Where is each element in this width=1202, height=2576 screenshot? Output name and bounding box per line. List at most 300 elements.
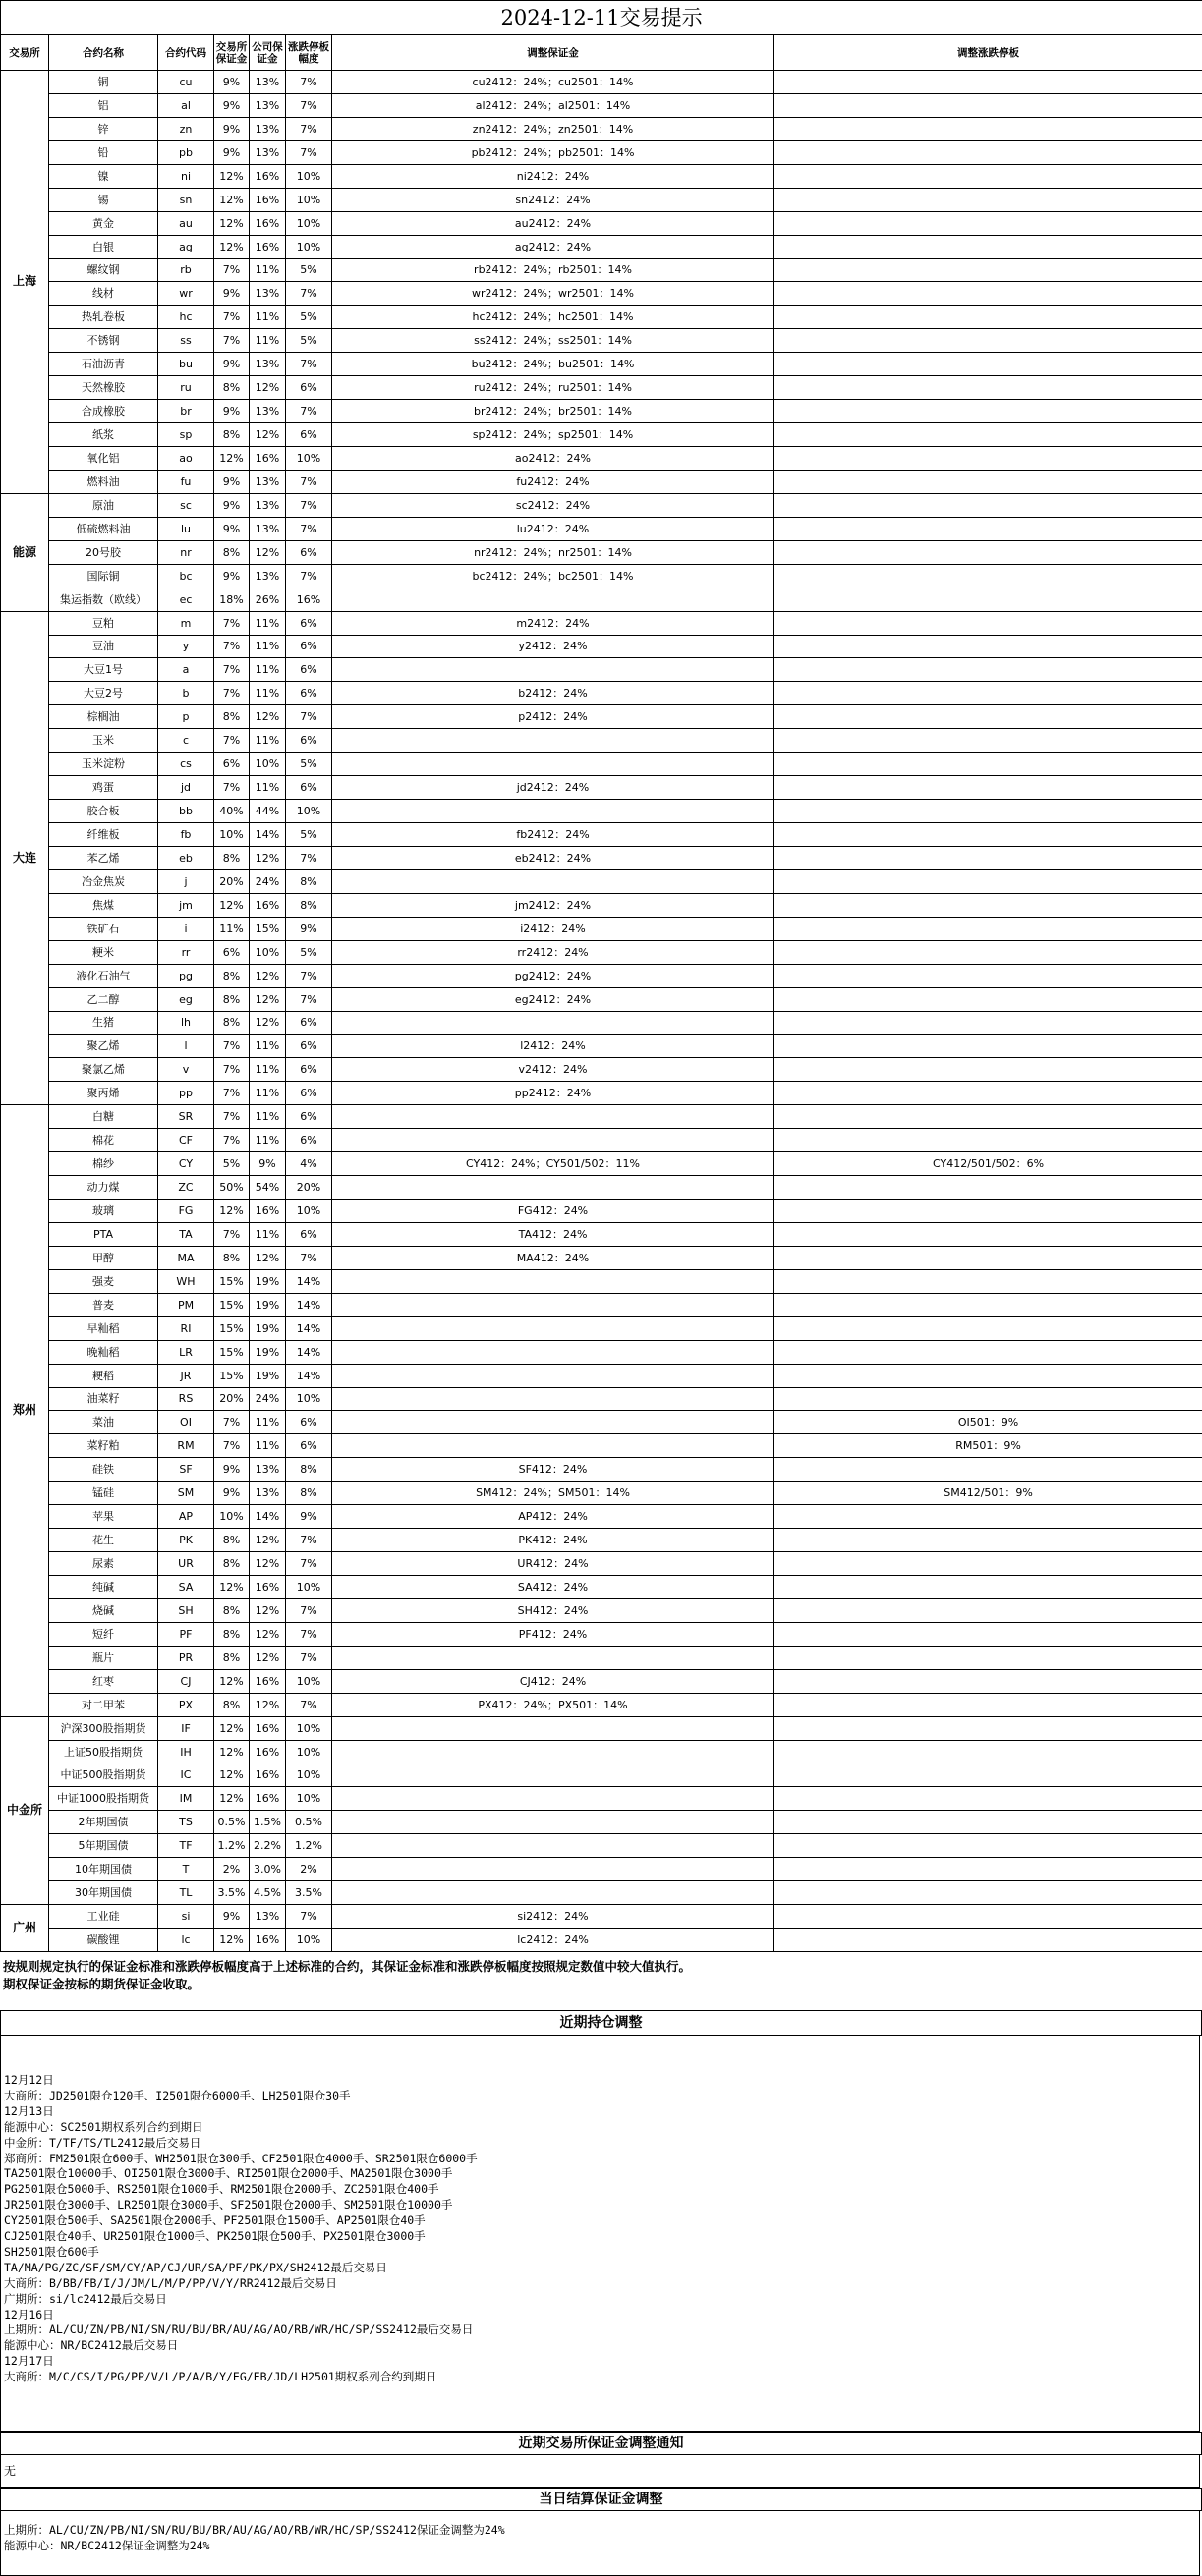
contract-code-cell: cs: [158, 753, 214, 776]
table-row: [1, 211, 1202, 235]
company-margin-cell: 16%: [250, 1716, 286, 1740]
limit-cell: 10%: [286, 1787, 332, 1811]
contract-code-cell: IC: [158, 1764, 214, 1787]
contract-name-cell: 铁矿石: [49, 917, 158, 940]
adjust-margin-cell: br2412：24%；br2501：14%: [332, 400, 774, 423]
contract-name-cell: 玉米: [49, 729, 158, 753]
contract-code-cell: T: [158, 1858, 214, 1881]
exchange-margin-cell: 9%: [214, 71, 250, 94]
contract-name-cell: 燃料油: [49, 470, 158, 493]
table-row: [1, 306, 1202, 329]
exchange-margin-cell: 7%: [214, 1058, 250, 1082]
adjust-margin-cell: [332, 1881, 774, 1905]
exchange-margin-cell: 12%: [214, 1669, 250, 1693]
adjust-limit-cell: RM501：9%: [774, 1434, 1202, 1458]
adjust-margin-cell: ag2412：24%: [332, 235, 774, 258]
company-margin-cell: 11%: [250, 1035, 286, 1058]
contract-name-cell: 烧碱: [49, 1598, 158, 1622]
exchange-margin-cell: 7%: [214, 329, 250, 353]
contract-code-cell: jm: [158, 893, 214, 917]
adjust-limit-cell: OI501：9%: [774, 1411, 1202, 1434]
limit-cell: 7%: [286, 1598, 332, 1622]
position-box: [0, 2035, 1200, 2432]
table-row: [1, 611, 1202, 635]
exchange-cell: 大连: [1, 611, 49, 1105]
contract-name-cell: 豆粕: [49, 611, 158, 635]
limit-cell: 6%: [286, 1411, 332, 1434]
contract-code-cell: FG: [158, 1200, 214, 1223]
table-row: [1, 823, 1202, 847]
limit-cell: 7%: [286, 71, 332, 94]
table-row: [1, 1458, 1202, 1482]
limit-cell: 6%: [286, 1434, 332, 1458]
adjust-limit-cell: [774, 729, 1202, 753]
contract-name-cell: 中证1000股指期货: [49, 1787, 158, 1811]
contract-code-cell: sn: [158, 188, 214, 211]
adjust-limit-cell: [774, 940, 1202, 964]
exchange-margin-cell: 9%: [214, 282, 250, 306]
company-margin-cell: 12%: [250, 1622, 286, 1646]
table-row: [1, 1598, 1202, 1622]
contract-code-cell: c: [158, 729, 214, 753]
adjust-limit-cell: [774, 1269, 1202, 1293]
company-margin-cell: 13%: [250, 1458, 286, 1482]
contract-name-cell: 线材: [49, 282, 158, 306]
limit-cell: 5%: [286, 258, 332, 282]
company-margin-cell: 3.0%: [250, 1858, 286, 1881]
limit-cell: 6%: [286, 1058, 332, 1082]
company-margin-cell: 13%: [250, 470, 286, 493]
contract-code-cell: PK: [158, 1529, 214, 1552]
position-line: TA2501限仓10000手、OI2501限仓3000手、RI2501限仓2000手、MA2501限仓3000手: [4, 2166, 453, 2181]
contract-code-cell: al: [158, 93, 214, 117]
adjust-margin-cell: wr2412：24%；wr2501：14%: [332, 282, 774, 306]
company-margin-cell: 16%: [250, 1576, 286, 1599]
adjust-margin-cell: [332, 869, 774, 893]
position-line: CJ2501限仓40手、UR2501限仓1000手、PK2501限仓500手、PX2501限仓3000手: [4, 2229, 426, 2243]
contract-code-cell: ZC: [158, 1176, 214, 1200]
adjust-margin-cell: [332, 1011, 774, 1035]
table-row: [1, 1269, 1202, 1293]
table-row: [1, 1858, 1202, 1881]
contract-code-cell: eg: [158, 987, 214, 1011]
company-margin-cell: 11%: [250, 1082, 286, 1105]
contract-name-cell: 鸡蛋: [49, 776, 158, 800]
contract-code-cell: l: [158, 1035, 214, 1058]
adjust-limit-cell: [774, 1387, 1202, 1411]
limit-cell: 7%: [286, 1552, 332, 1576]
limit-cell: 6%: [286, 658, 332, 682]
limit-cell: 6%: [286, 776, 332, 800]
exchange-margin-cell: 20%: [214, 869, 250, 893]
contract-code-cell: p: [158, 705, 214, 729]
company-margin-cell: 16%: [250, 1200, 286, 1223]
limit-cell: 10%: [286, 1387, 332, 1411]
table-row: [1, 353, 1202, 376]
contract-name-cell: 棉花: [49, 1129, 158, 1152]
company-margin-cell: 12%: [250, 1598, 286, 1622]
adjust-margin-cell: PK412：24%: [332, 1529, 774, 1552]
contract-name-cell: 菜籽粕: [49, 1434, 158, 1458]
adjust-margin-cell: eb2412：24%: [332, 846, 774, 869]
exchange-margin-cell: 12%: [214, 1929, 250, 1952]
exchange-margin-cell: 7%: [214, 729, 250, 753]
adjust-limit-cell: [774, 1200, 1202, 1223]
contract-name-cell: 甲醇: [49, 1246, 158, 1269]
limit-cell: 6%: [286, 423, 332, 447]
company-margin-cell: 2.2%: [250, 1834, 286, 1858]
company-margin-cell: 14%: [250, 1505, 286, 1529]
contract-name-cell: 白糖: [49, 1105, 158, 1129]
adjust-margin-cell: [332, 729, 774, 753]
exchange-margin-cell: 15%: [214, 1364, 250, 1387]
company-margin-cell: 9%: [250, 1152, 286, 1176]
contract-name-cell: 对二甲苯: [49, 1693, 158, 1716]
adjust-margin-cell: [332, 1434, 774, 1458]
contract-code-cell: eb: [158, 846, 214, 869]
table-row: [1, 376, 1202, 400]
adjust-margin-cell: [332, 800, 774, 823]
company-margin-cell: 11%: [250, 776, 286, 800]
adjust-limit-cell: [774, 1105, 1202, 1129]
contract-name-cell: 豆油: [49, 635, 158, 658]
adjust-margin-cell: sn2412：24%: [332, 188, 774, 211]
adjust-margin-cell: UR412：24%: [332, 1552, 774, 1576]
exchange-margin-cell: 11%: [214, 917, 250, 940]
contract-name-cell: 螺纹钢: [49, 258, 158, 282]
contract-name-cell: 上证50股指期货: [49, 1740, 158, 1764]
contract-code-cell: IF: [158, 1716, 214, 1740]
adjust-limit-cell: [774, 753, 1202, 776]
adjust-limit-cell: [774, 682, 1202, 705]
company-margin-cell: 16%: [250, 1929, 286, 1952]
contract-name-cell: 早籼稻: [49, 1316, 158, 1340]
limit-cell: 10%: [286, 1576, 332, 1599]
limit-cell: 6%: [286, 611, 332, 635]
note-2: 期权保证金按标的期货保证金收取。: [3, 1977, 200, 1991]
header-adjust-limit: 调整涨跌停板: [774, 35, 1202, 71]
contract-code-cell: TS: [158, 1811, 214, 1834]
adjust-margin-cell: [332, 658, 774, 682]
exchange-margin-cell: 8%: [214, 964, 250, 987]
table-row: [1, 1505, 1202, 1529]
adjust-margin-cell: ru2412：24%；ru2501：14%: [332, 376, 774, 400]
contract-name-cell: 纯碱: [49, 1576, 158, 1599]
company-margin-cell: 16%: [250, 1764, 286, 1787]
adjust-limit-cell: [774, 1716, 1202, 1740]
adjust-margin-cell: [332, 1764, 774, 1787]
exchange-margin-cell: 8%: [214, 1646, 250, 1669]
exchange-cell: 能源: [1, 493, 49, 611]
contract-code-cell: SA: [158, 1576, 214, 1599]
company-margin-cell: 11%: [250, 658, 286, 682]
exchange-margin-cell: 12%: [214, 1764, 250, 1787]
contract-code-cell: PM: [158, 1293, 214, 1316]
adjust-margin-cell: cu2412：24%；cu2501：14%: [332, 71, 774, 94]
contract-name-cell: 碳酸锂: [49, 1929, 158, 1952]
adjust-limit-cell: [774, 635, 1202, 658]
position-line: 郑商所：FM2501限仓600手、WH2501限仓300手、CF2501限仓4000手、SR2501限仓6000手: [4, 2151, 478, 2165]
table-row: [1, 1646, 1202, 1669]
table-row: [1, 1529, 1202, 1552]
limit-cell: 14%: [286, 1364, 332, 1387]
limit-cell: 6%: [286, 540, 332, 564]
table-row: [1, 1622, 1202, 1646]
contract-code-cell: lc: [158, 1929, 214, 1952]
contract-name-cell: 锰硅: [49, 1482, 158, 1505]
adjust-limit-cell: [774, 1740, 1202, 1764]
limit-cell: 10%: [286, 188, 332, 211]
table-row: [1, 1552, 1202, 1576]
table-row: [1, 1364, 1202, 1387]
limit-cell: 7%: [286, 517, 332, 540]
contract-name-cell: 石油沥青: [49, 353, 158, 376]
contract-name-cell: 乙二醇: [49, 987, 158, 1011]
contract-code-cell: UR: [158, 1552, 214, 1576]
company-margin-cell: 16%: [250, 1740, 286, 1764]
adjust-limit-cell: [774, 1552, 1202, 1576]
limit-cell: 10%: [286, 1716, 332, 1740]
contract-code-cell: CY: [158, 1152, 214, 1176]
contract-code-cell: hc: [158, 306, 214, 329]
table-row: [1, 1035, 1202, 1058]
adjust-limit-cell: [774, 258, 1202, 282]
limit-cell: 7%: [286, 1905, 332, 1929]
adjust-margin-cell: hc2412：24%；hc2501：14%: [332, 306, 774, 329]
adjust-margin-cell: m2412：24%: [332, 611, 774, 635]
contract-code-cell: SF: [158, 1458, 214, 1482]
adjust-limit-cell: [774, 1669, 1202, 1693]
exchange-margin-cell: 12%: [214, 1740, 250, 1764]
contract-code-cell: RS: [158, 1387, 214, 1411]
limit-cell: 10%: [286, 235, 332, 258]
adjust-margin-cell: [332, 1316, 774, 1340]
contract-name-cell: 5年期国债: [49, 1834, 158, 1858]
exchange-margin-cell: 7%: [214, 635, 250, 658]
contract-code-cell: v: [158, 1058, 214, 1082]
contract-code-cell: TL: [158, 1881, 214, 1905]
table-row: [1, 893, 1202, 917]
table-row: [1, 1576, 1202, 1599]
company-margin-cell: 13%: [250, 117, 286, 140]
contract-name-cell: 花生: [49, 1529, 158, 1552]
limit-cell: 8%: [286, 1482, 332, 1505]
contract-code-cell: rr: [158, 940, 214, 964]
company-margin-cell: 16%: [250, 164, 286, 188]
table-row: [1, 540, 1202, 564]
notice-section-title: 近期交易所保证金调整通知: [0, 2432, 1202, 2455]
limit-cell: 5%: [286, 940, 332, 964]
company-margin-cell: 13%: [250, 140, 286, 164]
contract-name-cell: 锌: [49, 117, 158, 140]
adjust-limit-cell: [774, 893, 1202, 917]
adjust-margin-cell: PX412：24%；PX501：14%: [332, 1693, 774, 1716]
table-row: [1, 869, 1202, 893]
limit-cell: 20%: [286, 1176, 332, 1200]
contract-code-cell: RM: [158, 1434, 214, 1458]
table-row: [1, 1411, 1202, 1434]
adjust-limit-cell: [774, 447, 1202, 471]
position-line: 能源中心：NR/BC2412最后交易日: [4, 2338, 179, 2353]
exchange-margin-cell: 7%: [214, 776, 250, 800]
table-row: [1, 729, 1202, 753]
company-margin-cell: 12%: [250, 1552, 286, 1576]
company-margin-cell: 12%: [250, 1693, 286, 1716]
limit-cell: 0.5%: [286, 1811, 332, 1834]
contract-name-cell: 国际铜: [49, 564, 158, 588]
table-row: [1, 71, 1202, 94]
table-row: [1, 1764, 1202, 1787]
contract-name-cell: 苯乙烯: [49, 846, 158, 869]
adjust-margin-cell: ao2412：24%: [332, 447, 774, 471]
contract-name-cell: 晚籼稻: [49, 1340, 158, 1364]
adjust-limit-cell: [774, 400, 1202, 423]
contract-name-cell: 中证500股指期货: [49, 1764, 158, 1787]
exchange-margin-cell: 12%: [214, 164, 250, 188]
contract-code-cell: ni: [158, 164, 214, 188]
contract-code-cell: au: [158, 211, 214, 235]
adjust-margin-cell: CY412：24%；CY501/502：11%: [332, 1152, 774, 1176]
contract-code-cell: pp: [158, 1082, 214, 1105]
table-row: [1, 1905, 1202, 1929]
contract-code-cell: fb: [158, 823, 214, 847]
adjust-limit-cell: [774, 1129, 1202, 1152]
table-row: [1, 1434, 1202, 1458]
company-margin-cell: 12%: [250, 423, 286, 447]
exchange-margin-cell: 9%: [214, 353, 250, 376]
contract-code-cell: lu: [158, 517, 214, 540]
limit-cell: 10%: [286, 1200, 332, 1223]
exchange-margin-cell: 9%: [214, 93, 250, 117]
adjust-limit-cell: [774, 1058, 1202, 1082]
limit-cell: 7%: [286, 400, 332, 423]
adjust-margin-cell: rr2412：24%: [332, 940, 774, 964]
contract-name-cell: 聚氯乙烯: [49, 1058, 158, 1082]
table-row: [1, 423, 1202, 447]
limit-cell: 7%: [286, 1622, 332, 1646]
adjust-limit-cell: [774, 1340, 1202, 1364]
exchange-margin-cell: 9%: [214, 1482, 250, 1505]
adjust-limit-cell: [774, 1316, 1202, 1340]
exchange-margin-cell: 12%: [214, 1200, 250, 1223]
adjust-limit-cell: [774, 846, 1202, 869]
limit-cell: 10%: [286, 1740, 332, 1764]
adjust-limit-cell: [774, 869, 1202, 893]
table-row: [1, 447, 1202, 471]
position-line: 大商所：M/C/CS/I/PG/PP/V/L/P/A/B/Y/EG/EB/JD/LH2501期权系列合约到期日: [4, 2370, 437, 2384]
limit-cell: 6%: [286, 682, 332, 705]
company-margin-cell: 13%: [250, 93, 286, 117]
table-row: [1, 1740, 1202, 1764]
adjust-margin-cell: [332, 1811, 774, 1834]
exchange-margin-cell: 7%: [214, 306, 250, 329]
table-row: [1, 1787, 1202, 1811]
table-row: [1, 1834, 1202, 1858]
limit-cell: 8%: [286, 869, 332, 893]
adjust-limit-cell: [774, 470, 1202, 493]
adjust-limit-cell: [774, 1858, 1202, 1881]
adjust-margin-cell: [332, 1411, 774, 1434]
adjust-margin-cell: ni2412：24%: [332, 164, 774, 188]
exchange-margin-cell: 7%: [214, 258, 250, 282]
limit-cell: 6%: [286, 1035, 332, 1058]
adjust-margin-cell: SA412：24%: [332, 1576, 774, 1599]
contract-code-cell: IM: [158, 1787, 214, 1811]
adjust-margin-cell: pp2412：24%: [332, 1082, 774, 1105]
contract-code-cell: RI: [158, 1316, 214, 1340]
adjust-limit-cell: [774, 1905, 1202, 1929]
table-row: [1, 1176, 1202, 1200]
exchange-cell: 中金所: [1, 1716, 49, 1905]
exchange-margin-cell: 6%: [214, 940, 250, 964]
exchange-margin-cell: 7%: [214, 1434, 250, 1458]
table-row: [1, 1693, 1202, 1716]
contract-name-cell: 集运指数（欧线）: [49, 588, 158, 611]
settle-line: 上期所：AL/CU/ZN/PB/NI/SN/RU/BU/BR/AU/AG/AO/RB/WR/HC/SP/SS2412保证金调整为24%: [4, 2523, 505, 2537]
company-margin-cell: 12%: [250, 846, 286, 869]
limit-cell: 14%: [286, 1340, 332, 1364]
company-margin-cell: 11%: [250, 1434, 286, 1458]
exchange-margin-cell: 10%: [214, 823, 250, 847]
contract-code-cell: fu: [158, 470, 214, 493]
limit-cell: 7%: [286, 846, 332, 869]
exchange-margin-cell: 18%: [214, 588, 250, 611]
adjust-margin-cell: nr2412：24%；nr2501：14%: [332, 540, 774, 564]
limit-cell: 7%: [286, 1646, 332, 1669]
adjust-limit-cell: [774, 1622, 1202, 1646]
contract-name-cell: 20号胶: [49, 540, 158, 564]
company-margin-cell: 16%: [250, 188, 286, 211]
adjust-margin-cell: bu2412：24%；bu2501：14%: [332, 353, 774, 376]
limit-cell: 6%: [286, 1105, 332, 1129]
position-line: SH2501限仓600手: [4, 2244, 99, 2259]
table-row: [1, 917, 1202, 940]
adjust-margin-cell: [332, 1105, 774, 1129]
adjust-margin-cell: jd2412：24%: [332, 776, 774, 800]
table-row: [1, 705, 1202, 729]
adjust-limit-cell: [774, 987, 1202, 1011]
adjust-limit-cell: [774, 329, 1202, 353]
contract-code-cell: sp: [158, 423, 214, 447]
contract-name-cell: 纸浆: [49, 423, 158, 447]
position-line: 12月16日: [4, 2307, 54, 2322]
adjust-limit-cell: [774, 493, 1202, 517]
contract-name-cell: 普麦: [49, 1293, 158, 1316]
contract-name-cell: 黄金: [49, 211, 158, 235]
limit-cell: 8%: [286, 893, 332, 917]
limit-cell: 10%: [286, 800, 332, 823]
header-name: 合约名称: [49, 35, 158, 71]
contract-name-cell: 硅铁: [49, 1458, 158, 1482]
adjust-margin-cell: l2412：24%: [332, 1035, 774, 1058]
limit-cell: 14%: [286, 1316, 332, 1340]
contract-code-cell: rb: [158, 258, 214, 282]
table-row: [1, 1716, 1202, 1740]
company-margin-cell: 12%: [250, 376, 286, 400]
exchange-cell: 广州: [1, 1905, 49, 1952]
company-margin-cell: 12%: [250, 964, 286, 987]
exchange-margin-cell: 9%: [214, 400, 250, 423]
adjust-limit-cell: [774, 917, 1202, 940]
position-line: 上期所：AL/CU/ZN/PB/NI/SN/RU/BU/BR/AU/AG/AO/RB/WR/HC/SP/SS2412最后交易日: [4, 2323, 474, 2337]
table-row: [1, 1293, 1202, 1316]
company-margin-cell: 16%: [250, 1669, 286, 1693]
adjust-limit-cell: [774, 1764, 1202, 1787]
exchange-margin-cell: 8%: [214, 540, 250, 564]
contract-name-cell: 低硫燃料油: [49, 517, 158, 540]
company-margin-cell: 14%: [250, 823, 286, 847]
company-margin-cell: 1.5%: [250, 1811, 286, 1834]
